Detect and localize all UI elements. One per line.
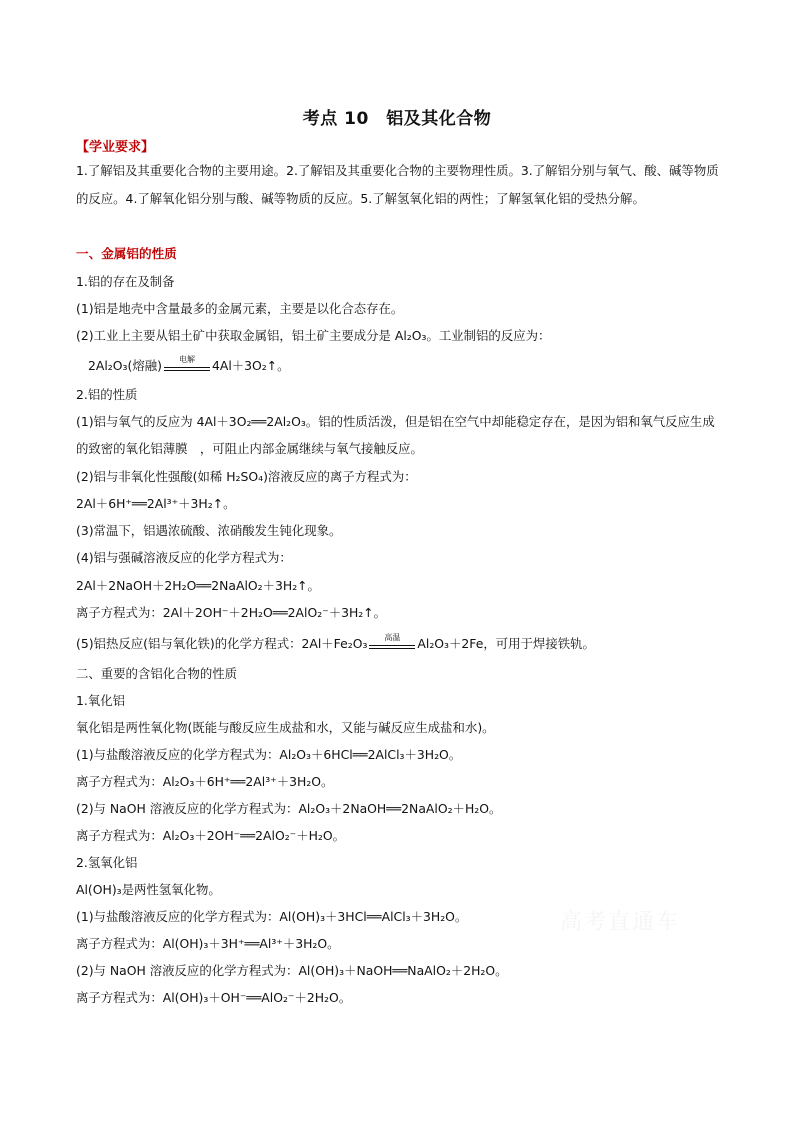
paragraph: (3)常温下，铝遇浓硫酸、浓硝酸发生钝化现象。 [76, 523, 342, 538]
section-heading-metal-aluminum: 一、金属铝的性质 [76, 246, 177, 261]
equation: 2Al＋2NaOH＋2H₂O══2NaAlO₂＋3H₂↑。 [76, 578, 320, 593]
equation: 离子方程式为：Al(OH)₃＋OH⁻══AlO₂⁻＋2H₂O。 [76, 990, 352, 1005]
paragraph: Al(OH)₃是两性氢氧化物。 [76, 882, 221, 897]
paragraph: (1)铝与氧气的反应为 4Al＋3O₂══2Al₂O₃。铝的性质活泼，但是铝在空气中却能稳定存在，是因为铝和氧气反应生成的致密的氧化铝薄膜 ，可阻止内部金属继续与氧气接触反应。 [76, 414, 715, 456]
equation-right: Al₂O₃＋2Fe，可用于焊接铁轨。 [417, 636, 595, 651]
reaction-arrow [164, 354, 210, 374]
subheading-hydroxide: 2.氢氧化铝 [76, 855, 138, 870]
requirements-text: 1.了解铝及其重要化合物的主要用途。2.了解铝及其重要化合物的主要物理性质。3.了解铝分别与氧气、酸、碱等物质的反应。4.了解氧化铝分别与酸、碱等物质的反应。5.了解氢氧化铝的两性；了解氢氧化铝的受热分解。 [76, 163, 719, 206]
page-title: 考点 10 铝及其化合物 [302, 109, 492, 129]
equation-left: 2Al₂O₃(熔融) [88, 358, 162, 373]
condition-label: 高温 [384, 632, 401, 642]
subheading-alumina: 1.氧化铝 [76, 693, 125, 708]
requirements-label: 【学业要求】 [76, 140, 155, 155]
paragraph: (2)与 NaOH 溶液反应的化学方程式为：Al(OH)₃＋NaOH══NaAlO₂＋2H₂O。 [76, 963, 508, 978]
paragraph: (1)与盐酸溶液反应的化学方程式为：Al₂O₃＋6HCl══2AlCl₃＋3H₂O。 [76, 747, 462, 762]
equation-left: (5)铝热反应(铝与氧化铁)的化学方程式：2Al＋Fe₂O₃ [76, 636, 368, 651]
condition-label: 电解 [178, 354, 195, 364]
watermark: 高考直通车 [560, 910, 681, 935]
equation: 离子方程式为：2Al＋2OH⁻＋2H₂O══2AlO₂⁻＋3H₂↑。 [76, 605, 387, 620]
equation: 2Al＋6H⁺══2Al³⁺＋3H₂↑。 [76, 496, 236, 511]
equation-electrolysis [88, 356, 290, 374]
equation-right: 4Al＋3O₂↑。 [211, 358, 290, 373]
subheading-properties: 2.铝的性质 [76, 387, 138, 402]
paragraph: (1)铝是地壳中含量最多的金属元素，主要是以化合态存在。 [76, 301, 404, 316]
equation: 离子方程式为：Al₂O₃＋2OH⁻══2AlO₂⁻＋H₂O。 [76, 828, 346, 843]
paragraph: (2)与 NaOH 溶液反应的化学方程式为：Al₂O₃＋2NaOH══2NaAlO₂＋H₂O。 [76, 801, 502, 816]
equation-thermite [76, 634, 595, 652]
subheading-occurrence: 1.铝的存在及制备 [76, 274, 175, 289]
paragraph: (1)与盐酸溶液反应的化学方程式为：Al(OH)₃＋3HCl══AlCl₃＋3H₂O。 [76, 909, 468, 924]
paragraph: 氧化铝是两性氧化物(既能与酸反应生成盐和水，又能与碱反应生成盐和水)。 [76, 720, 495, 735]
equation: 离子方程式为：Al(OH)₃＋3H⁺══Al³⁺＋3H₂O。 [76, 936, 340, 951]
paragraph: (2)铝与非氧化性强酸(如稀 H₂SO₄)溶液反应的离子方程式为： [76, 469, 417, 484]
section-heading-compounds: 二、重要的含铝化合物的性质 [76, 666, 238, 681]
reaction-arrow [369, 632, 415, 652]
paragraph: (4)铝与强碱溶液反应的化学方程式为： [76, 550, 292, 565]
equation: 离子方程式为：Al₂O₃＋6H⁺══2Al³⁺＋3H₂O。 [76, 774, 334, 789]
paragraph: (2)工业上主要从铝土矿中获取金属铝，铝土矿主要成分是 Al₂O₃。工业制铝的反应为： [76, 328, 551, 343]
